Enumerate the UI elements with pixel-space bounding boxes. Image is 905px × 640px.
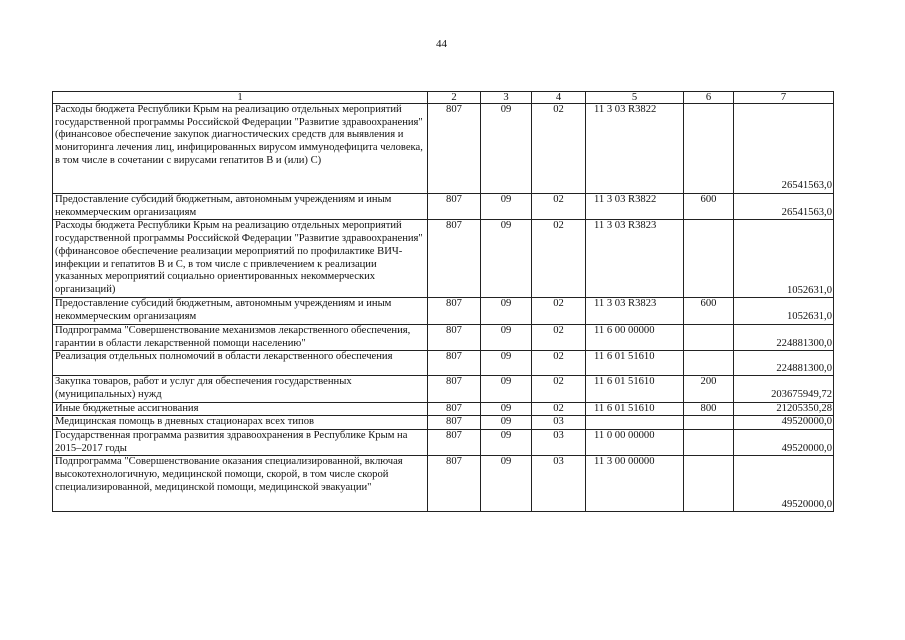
table-row — [53, 351, 834, 376]
grbs-code: 807 — [428, 402, 481, 416]
target-article-code: 11 3 03 R3823 — [586, 220, 684, 298]
table-row — [53, 298, 834, 324]
row-description: Государственная программа развития здравоохранения в Республике Крым на 2015–2017 годы — [53, 430, 428, 456]
expense-type-code: 800 — [684, 402, 734, 416]
subsection-code: 02 — [532, 402, 586, 416]
row-description: Подпрограмма "Совершенствование оказания специализированной, включая высокотехнологичную, медицинской помощи, скорой, в том числе скорой специализированной, медицинской помощи, медицинской эвакуации" — [53, 456, 428, 512]
amount: 224881300,0 — [734, 324, 834, 350]
section-code: 09 — [481, 456, 532, 512]
table-row — [53, 104, 834, 194]
target-article-code: 11 6 00 00000 — [586, 324, 684, 350]
row-description: Закупка товаров, работ и услуг для обеспечения государственных (муниципальных) нужд — [53, 376, 428, 402]
section-code: 09 — [481, 402, 532, 416]
column-header: 7 — [734, 92, 834, 104]
target-article-code — [586, 416, 684, 430]
expense-type-code — [684, 220, 734, 298]
table-row — [53, 430, 834, 456]
grbs-code: 807 — [428, 376, 481, 402]
grbs-code: 807 — [428, 430, 481, 456]
column-header: 5 — [586, 92, 684, 104]
section-code: 09 — [481, 416, 532, 430]
subsection-code: 03 — [532, 430, 586, 456]
section-code: 09 — [481, 220, 532, 298]
target-article-code: 11 3 03 R3822 — [586, 104, 684, 194]
subsection-code: 02 — [532, 220, 586, 298]
expense-type-code: 600 — [684, 194, 734, 220]
budget-table — [52, 91, 834, 512]
amount: 1052631,0 — [734, 298, 834, 324]
target-article-code: 11 6 01 51610 — [586, 351, 684, 376]
grbs-code: 807 — [428, 220, 481, 298]
expense-type-code: 200 — [684, 376, 734, 402]
amount: 203675949,72 — [734, 376, 834, 402]
target-article-code: 11 3 03 R3822 — [586, 194, 684, 220]
subsection-code: 02 — [532, 376, 586, 402]
expense-type-code — [684, 351, 734, 376]
column-header: 2 — [428, 92, 481, 104]
row-description: Медицинская помощь в дневных стационарах всех типов — [53, 416, 428, 430]
row-description: Расходы бюджета Республики Крым на реализацию отдельных мероприятий государственной программы Российской Федерации "Развитие здравоохранения" (финансовое обеспечение закупок диагностических средств для выявления и мониторинга лечения лиц, инфицированных вирусом иммунодефицита человека, в том числе в сочетании с вирусами гепатитов В и (или) С) — [53, 104, 428, 194]
subsection-code: 02 — [532, 298, 586, 324]
column-number-row — [53, 92, 834, 104]
target-article-code: 11 3 03 R3823 — [586, 298, 684, 324]
row-description: Подпрограмма "Совершенствование механизмов лекарственного обеспечения, гарантии в области лекарственной помощи населению" — [53, 324, 428, 350]
expense-type-code — [684, 430, 734, 456]
amount: 49520000,0 — [734, 430, 834, 456]
column-header: 1 — [53, 92, 428, 104]
table-row — [53, 194, 834, 220]
expense-type-code — [684, 416, 734, 430]
subsection-code: 03 — [532, 416, 586, 430]
section-code: 09 — [481, 298, 532, 324]
expense-type-code: 600 — [684, 298, 734, 324]
grbs-code: 807 — [428, 456, 481, 512]
row-description: Предоставление субсидий бюджетным, автономным учреждениям и иным некоммерческим организациям — [53, 194, 428, 220]
amount: 26541563,0 — [734, 104, 834, 194]
grbs-code: 807 — [428, 104, 481, 194]
amount: 49520000,0 — [734, 456, 834, 512]
target-article-code: 11 3 00 00000 — [586, 456, 684, 512]
expense-type-code — [684, 104, 734, 194]
row-description: Предоставление субсидий бюджетным, автономным учреждениям и иным некоммерческим организациям — [53, 298, 428, 324]
row-description: Расходы бюджета Республики Крым на реализацию отдельных мероприятий государственной программы Российской Федерации "Развитие здравоохранения" (ффинансовое обеспечение реализации мероприятий по профилактике ВИЧ-инфекции и гепатитов В и С, в том числе с привлечением к реализации указанных мероприятий социально ориентированных некоммерческих организаций) — [53, 220, 428, 298]
page-number: 44 — [436, 38, 447, 50]
amount: 26541563,0 — [734, 194, 834, 220]
section-code: 09 — [481, 351, 532, 376]
column-header: 3 — [481, 92, 532, 104]
row-description: Иные бюджетные ассигнования — [53, 402, 428, 416]
amount: 21205350,28 — [734, 402, 834, 416]
table-row — [53, 324, 834, 350]
table-row — [53, 376, 834, 402]
section-code: 09 — [481, 194, 532, 220]
grbs-code: 807 — [428, 416, 481, 430]
subsection-code: 02 — [532, 324, 586, 350]
grbs-code: 807 — [428, 351, 481, 376]
expense-type-code — [684, 456, 734, 512]
grbs-code: 807 — [428, 194, 481, 220]
target-article-code: 11 6 01 51610 — [586, 402, 684, 416]
table-row — [53, 456, 834, 512]
column-header: 4 — [532, 92, 586, 104]
subsection-code: 02 — [532, 104, 586, 194]
subsection-code: 02 — [532, 194, 586, 220]
table-row — [53, 220, 834, 298]
section-code: 09 — [481, 104, 532, 194]
grbs-code: 807 — [428, 324, 481, 350]
target-article-code: 11 0 00 00000 — [586, 430, 684, 456]
row-description: Реализация отдельных полномочий в области лекарственного обеспечения — [53, 351, 428, 376]
subsection-code: 02 — [532, 351, 586, 376]
section-code: 09 — [481, 376, 532, 402]
grbs-code: 807 — [428, 298, 481, 324]
section-code: 09 — [481, 430, 532, 456]
column-header: 6 — [684, 92, 734, 104]
amount: 1052631,0 — [734, 220, 834, 298]
table-row — [53, 416, 834, 430]
subsection-code: 03 — [532, 456, 586, 512]
expense-type-code — [684, 324, 734, 350]
section-code: 09 — [481, 324, 532, 350]
table-row — [53, 402, 834, 416]
amount: 224881300,0 — [734, 351, 834, 376]
amount: 49520000,0 — [734, 416, 834, 430]
target-article-code: 11 6 01 51610 — [586, 376, 684, 402]
